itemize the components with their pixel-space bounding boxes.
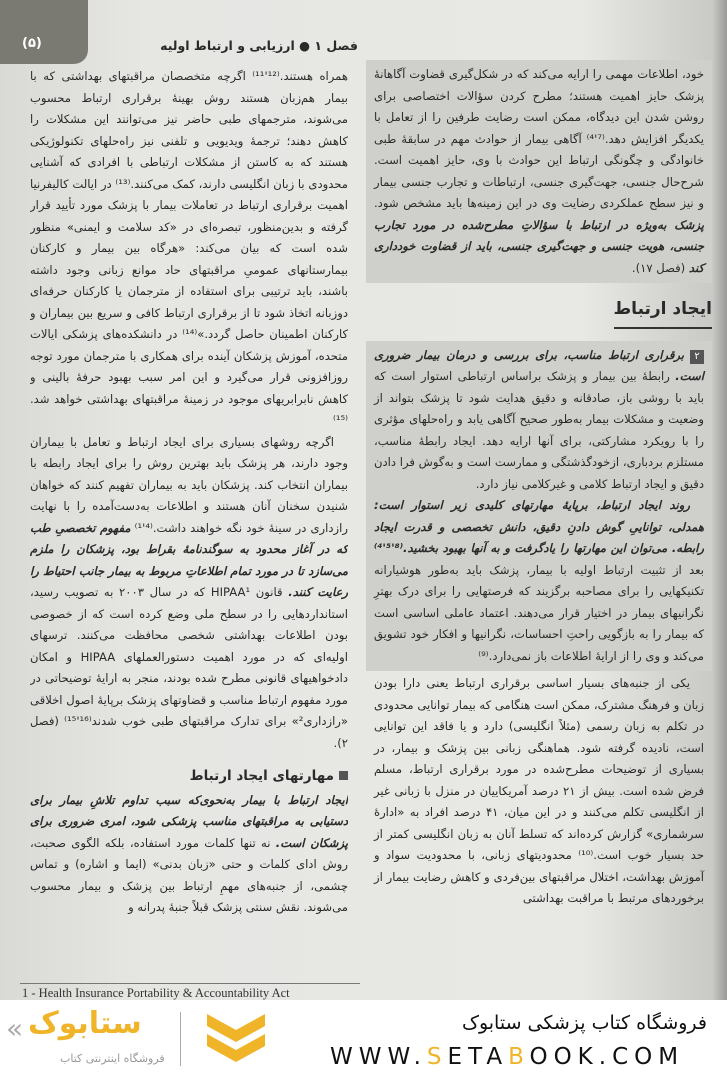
text: (فصل ۱۷).	[631, 260, 689, 275]
text: نه تنها کلمات مورد استفاده، بلکه الگوی صحبت، روش ادای کلمات و حتی «زبان بدنی» (ایما و اشاره) و تماس چشمی، از جنبه‌های مهمِ ارتباط بین پزشک و بیمار محسوب می‌شوند. نقش سنتی پزشک قبلاً جنبهٔ پدرانه و	[30, 835, 348, 914]
emphasis-text: پزشک به‌ویژه در ارتباط با سؤالاتِ مطرح‌شده در مورد تجارب جنسی، هویت جنسی و جهت‌گیری جنسی، باید از قضاوت خودداری کند	[374, 217, 704, 275]
url-letter: O	[553, 1044, 578, 1070]
footnote-divider	[20, 983, 360, 984]
text: قانون HIPAA¹ که در سال ۲۰۰۳ به تصویب رسید، استانداردهایی را در سطح ملی وضع کرده است که از خصوصی بودن اطلاعات بهداشتی شخصی محافظت می‌کنند. ترسهای اولیه‌ای که در مورد اهمیت دستورالعملهای HIPAA و امکان دادخواهیهای قانونی مطرح شده بودند، منجر به ارایهٔ توضیحاتی در مورد مفهوم ارتباط مناسب و قضاوتهای پزشک برپایهٔ اصول اخلاقی «رازداری²» برای تدارک مراقبتهای طبی خوب شدند⁽¹⁶'¹⁵⁾ (فصل ۲).	[30, 585, 348, 750]
emphasis-text: روند ایجاد ارتباط، برپایهٔ مهارتهای کلیدی زیر استوار است: همدلی، تواناییِ گوش دادنِ دقیق، دانش تخصصی و قدرت ایجاد رابطه. می‌توان این مهارتها را یادگرفت و به آنها بهبود بخشید.⁽⁸'⁵'⁴⁾	[374, 498, 704, 555]
url-letter: W	[387, 1044, 414, 1070]
running-head: فصل ۱ ● ارزیابی و ارتباط اولیه	[160, 38, 358, 53]
url-letter: K	[577, 1044, 599, 1070]
emphasis-text: برقراری ارتباط مناسب، برای بررسی و درمان بیمار ضروری است.	[374, 347, 704, 383]
page-number-tab	[0, 0, 88, 64]
text: بعد از تثبیت ارتباط اولیه با بیمار، پزشک باید به‌طور هوشیارانه تکنیکهایی را برای مصاحبه برگزیند که فرصتهایی را برای درک بهترِ نگرانیهای بیمار در اختیار قرار می‌دهند. اعتماد عاملی اساسی است که بیمار را به بازگویی راحتِ احساسات، نگرانیها و افکار خود تشویق می‌کند و وی را از ارایهٔ اطلاعات باز نمی‌دارد.⁽⁹⁾	[374, 562, 704, 663]
url-letter: .	[598, 1044, 613, 1070]
emphasis-text: مفهوم تخصصیِ طب که در آغاز محدود به سوگندنامهٔ بقراط بود، پزشکان را ملزم می‌سازد تا در مورد تمام اطلاعاتِ مربوط به بیمار جانب احتیاط را رعایت کنند.	[30, 520, 348, 599]
highlight-box	[366, 341, 712, 672]
chevron-logo-icon	[205, 1012, 267, 1068]
url-letter: O	[529, 1044, 554, 1070]
highlight-box	[366, 60, 712, 283]
store-banner	[0, 1000, 727, 1080]
paragraph	[374, 495, 704, 667]
url-letter: .	[413, 1044, 427, 1070]
emphasis-text: ایجاد ارتباط با بیمار به‌نحوی‌که سبب تداوم تلاشِ بیمار برای دستیابی به مراقبتهای مناسب پزشکی شود، امری ضروری برای پزشکان است.	[30, 792, 348, 850]
paragraph	[374, 64, 704, 279]
subheading	[30, 766, 348, 788]
url-letter: C	[612, 1044, 635, 1070]
url-letter: W	[358, 1044, 388, 1070]
paragraph	[374, 345, 704, 496]
right-column	[366, 60, 712, 995]
url-letter: B	[508, 1044, 530, 1070]
text: خود، اطلاعات مهمی را ارایه می‌کند که در شکل‌گیری قضاوت آگاهانهٔ پزشک حایز اهمیت هستند؛ مطرح کردن سؤالات اختصاصی برای روشن شدن این دیدگاه، ممکن است رضایت طرفین را از تعامل با یکدیگر افزایش دهد.⁽⁷'⁴⁾ آگاهی بیمار از حوادث مهم در سابقهٔ طبی خانوادگی و چگونگی ارتباط این حوادث با وی، حایز اهمیت است. شرح‌حال جنسی، جهت‌گیری جنسی، ارتباطات و تجارب جنسی بیمار و نیز سطح عملکردی رضایت وی در این زمینه‌ها باید مشخص شود.	[374, 67, 704, 210]
logo-wordmark: ستابوک	[28, 1006, 142, 1041]
left-column	[30, 66, 348, 978]
text: رابطهٔ بین بیمار و پزشک براساس ارتباطی استوار است که باید با روشی باز، صادقانه و دقیق هدایت شود تا پزشک بتواند از وضعیت و مشکلات بیمار به‌طور صحیح آگاهی یابد و راه‌حلهای مؤثری را با رویکرد مشارکتی، برای آنها ارایه دهد. ایجاد رابطهٔ مناسب، مستلزم بردباری، ازخودگذشتگی و ممارست است و به‌گوش فرا دادن دقیق و ایجاد ارتباط کلامی و غیرکلامی نیاز دارد.	[374, 369, 704, 491]
paragraph: یکی از جنبه‌های بسیار اساسی برقراری ارتباط یعنی دارا بودن زبان و فرهنگ مشترک، ممکن است هنگامی که بیمار توانایی محدودی در تکلم به زبان رسمی (مثلاً انگلیسی) دارد و یا فاقد این توانایی است، نادیده گرفته شود. هماهنگی زبانی بین پزشک و بیمار، در بسیاری از توضیحات مطرح‌شده در مورد برقراری ارتباط، مسلم فرض شده است. بیش از ۲۱ درصد آمریکاییان در منزل با زبانی غیر از انگلیسی تکلم می‌کنند و در این میان، ۴۱ درصد افراد به «ادارهٔ سرشماری» گزارش کرده‌اند که تسلط آنان به زبان انگلیسی کمتر از حد بسیار خوب است.⁽¹⁰⁾ محدودیتهای زبانی، با محدودیت سواد و آموزش بهداشت، اختلال مراقبتهای بین‌فردی و کاهش رضایت بیمار از برخوردهای مرتبط با مراقبت بهداشتی	[374, 676, 705, 905]
url-letter: W	[330, 1044, 359, 1070]
url-letter: A	[486, 1044, 509, 1070]
url-letter: O	[634, 1044, 659, 1070]
footnote: 1 - Health Insurance Portability & Accountability Act	[22, 986, 290, 1000]
text: اگرچه روشهای بسیاری برای ایجاد ارتباط و تعامل با بیماران وجود دارند، هر پزشک باید بهترین روش را برای ایجاد رابطه با بیماران انتخاب کند. پزشکان باید به بیماران تفهیم کنند که خواهان شنیدن سخنان آنان هستند و اطلاعات به‌دست‌آمده را با نهایت رازداری در سینهٔ خود نگه خواهند داشت.⁽⁴'¹⁾	[30, 434, 348, 535]
paragraph	[30, 790, 348, 919]
store-name: فروشگاه کتاب پزشکی ستابوک	[461, 1012, 707, 1034]
double-chevron-icon: «	[6, 1012, 24, 1045]
page-number: (۵)	[22, 36, 42, 51]
logo-tagline: فروشگاه اینترنتی کتاب	[60, 1052, 165, 1065]
url-letter: M	[658, 1044, 685, 1070]
store-url[interactable]	[330, 1044, 684, 1070]
square-bullet-icon	[339, 771, 348, 780]
url-letter: E	[447, 1044, 469, 1070]
logo-divider	[180, 1012, 181, 1066]
paragraph: همراه هستند.⁽¹²'¹¹⁾ اگرچه متخصصان مراقبتهای بهداشتی که با بیمار هم‌زبان هستند روش بهینهٔ برقراری ارتباط محسوب می‌شوند، مترجمهای طبی حاضر نیز می‌توانند این مشکلات را کاهش دهند؛ ترجمهٔ ویدیویی و تلفنی نیز راه‌حلهای تکنولوژیکی هستند که به کاستن از مشکلات ارتباطی با افرادی که آشنایی محدودی با زبان انگلیسی دارند، کمک می‌کنند.⁽¹³⁾ در ایالت کالیفرنیا اهمیت برقراری ارتباط در تعاملات بیمار با پزشک مورد تأیید قرار گرفته و بدین‌منظور، تبصره‌ای در «کد سلامت و ایمنی» منظور شده است که بیان می‌کند: «هرگاه بین بیمار و کارکنان بیمارستانهای عمومیِ مراقبتهای حاد موانع زبانی وجود داشته باشند، باید ترتیبی برای استفاده از مترجمان یا کارکنان حرفه‌ای دوزبانه اتخاذ شود تا از برقراری ارتباط کافی و سریع بین بیماران و کارکنان اطمینان حاصل گردد.»⁽¹⁴⁾ در دانشکده‌های پزشکی ایالات متحده، آموزش پزشکان آینده برای همکاری با مترجمان مورد توجه روزافزونی قرار می‌گیرد و این امر سبب بهبود حرفهٔ بالینی و کاهش نابرابریهای موجود در زمینهٔ مراقبتهای بهداشتی خواهد شد.⁽¹⁵⁾	[30, 69, 348, 427]
url-letter: T	[468, 1044, 487, 1070]
subheading-text: مهارتهای ایجاد ارتباط	[189, 768, 334, 784]
key-point-badge: ۲	[690, 350, 704, 364]
paragraph	[30, 432, 348, 755]
url-letter: S	[426, 1044, 448, 1070]
section-heading: ایجاد ارتباط	[614, 299, 712, 329]
